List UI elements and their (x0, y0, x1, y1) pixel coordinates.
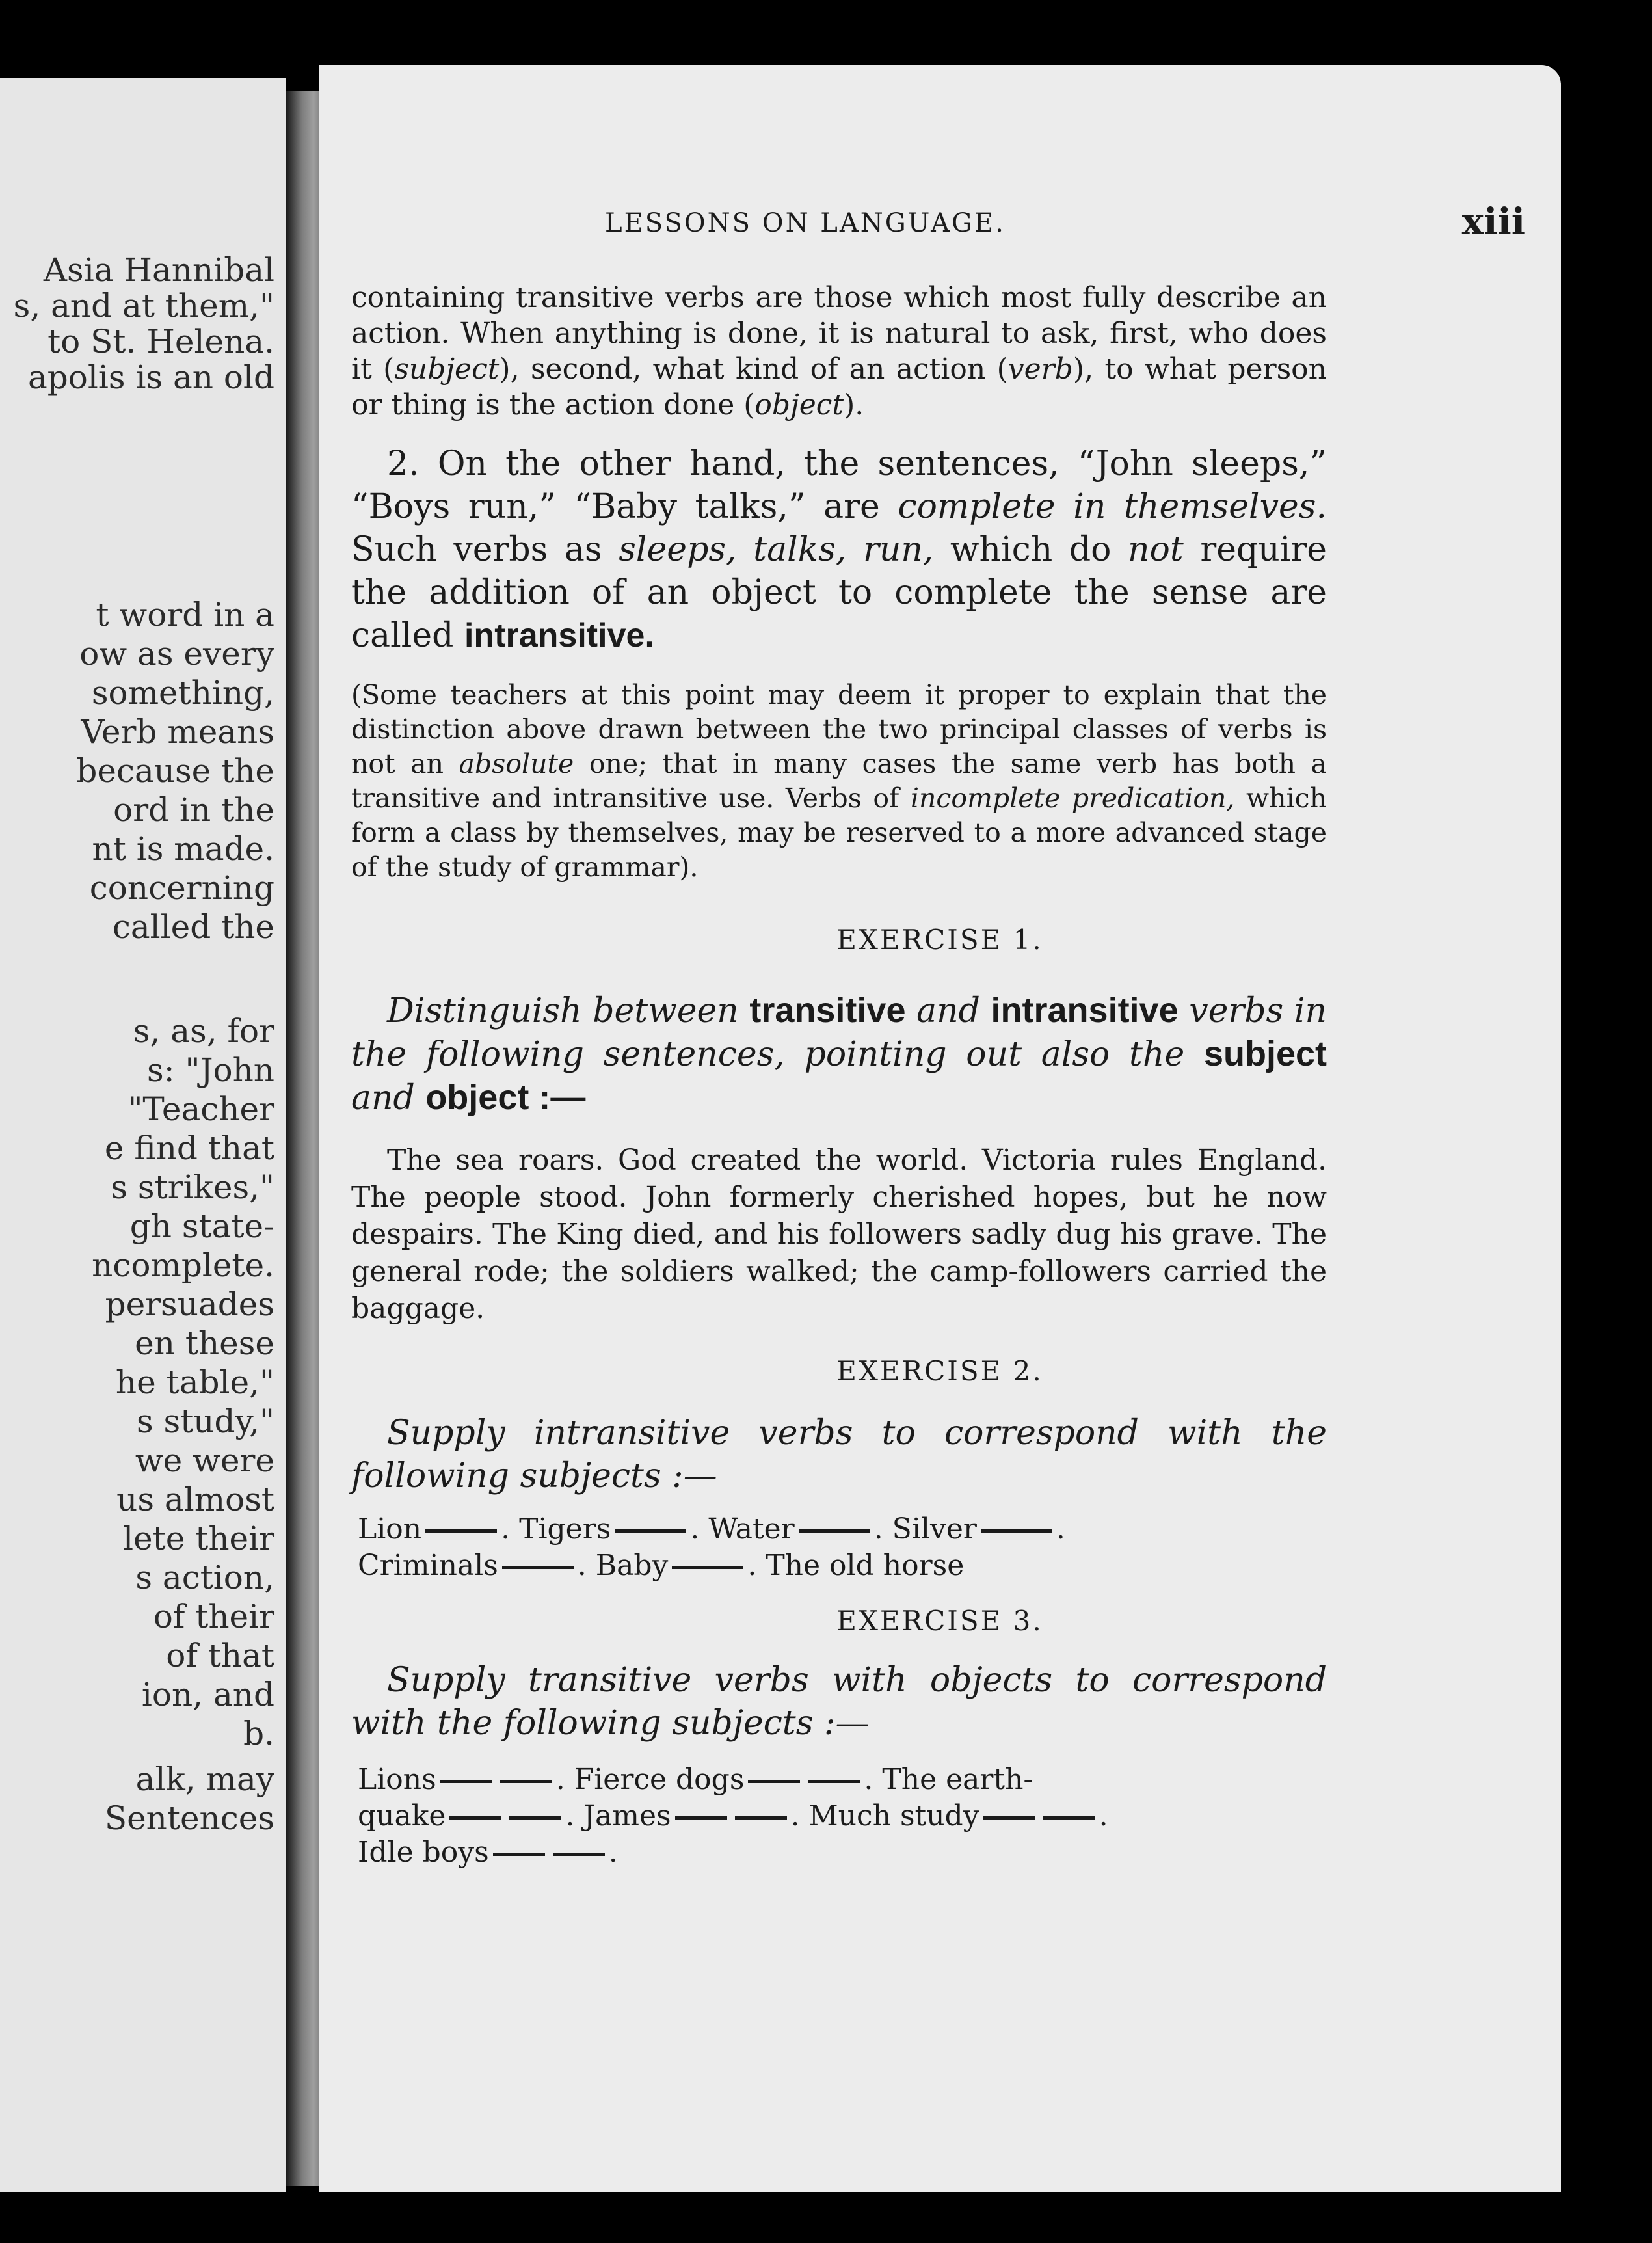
exercise-3-instruction (351, 1659, 1327, 1745)
exercise-item: . Tigers (501, 1512, 611, 1546)
text-run: one; that in many cases the same verb has both a transitive and intransitive use. Verbs of (351, 748, 1327, 814)
facing-page-text: because the (76, 752, 274, 790)
facing-page-text: gh state- (129, 1207, 274, 1245)
italic-term: absolute (459, 748, 574, 779)
answer-blank (675, 1816, 727, 1820)
text-run: Such verbs as (351, 530, 619, 569)
answer-blank (553, 1853, 605, 1856)
facing-page-text: en these (135, 1324, 274, 1362)
exercise-item: Idle boys (358, 1836, 489, 1869)
italic-term: not (1128, 530, 1184, 569)
exercise-item: Criminals (358, 1549, 498, 1582)
facing-page-text: ion, and (141, 1676, 274, 1713)
bold-term: :— (529, 1078, 586, 1117)
facing-page-text: ncomplete. (92, 1246, 274, 1284)
facing-page-text: to St. Helena. (47, 323, 274, 360)
answer-blank (808, 1780, 860, 1783)
text-run: and (351, 1079, 426, 1118)
exercise-3-heading: EXERCISE 3. (836, 1605, 1043, 1637)
page-header (319, 200, 1561, 254)
exercise-item: . Much study (790, 1799, 979, 1833)
text-run: and (905, 991, 991, 1030)
exercise-2-line (358, 1511, 1333, 1548)
text-run: which form a class by themselves, may be reserved to a more advanced stage of the study of grammar). (351, 783, 1327, 883)
italic-term: incomplete predication, (910, 783, 1235, 814)
paragraph-intransitive (351, 442, 1327, 657)
text-run: ), to what person or thing is the action done ( (351, 353, 1327, 422)
bold-term: intransitive. (464, 617, 654, 654)
facing-page-text: "Teacher (127, 1090, 274, 1128)
page-number: xiii (1461, 200, 1525, 243)
facing-page-text: Verb means (81, 713, 274, 751)
answer-blank (1043, 1816, 1095, 1820)
answer-blank (615, 1529, 686, 1533)
exercise-item: . Water (690, 1512, 795, 1546)
bold-term: subject (1203, 1034, 1327, 1073)
bold-term: object (425, 1078, 529, 1117)
exercise-item: . The old horse (747, 1549, 965, 1582)
exercise-item: . Silver (873, 1512, 977, 1546)
exercise-2-instruction (351, 1412, 1327, 1498)
answer-blank (983, 1816, 1035, 1820)
answer-blank (672, 1566, 743, 1569)
exercise-2-line (358, 1548, 1333, 1584)
italic-term: sleeps, talks, run, (619, 530, 934, 569)
facing-page-text: s: "John (147, 1051, 274, 1089)
text-run: 2. On the other hand, the sentences, “John sleeps,” “Boys run,” “Baby talks,” are (351, 444, 1327, 526)
book-page (319, 65, 1561, 2192)
text-run: which do (933, 530, 1128, 569)
exercise-item: Lion (358, 1512, 422, 1546)
exercise-3-line (358, 1762, 1333, 1798)
text-run: ). (844, 388, 864, 422)
answer-blank (425, 1529, 497, 1533)
text-run: Supply intransitive verbs to correspond with the following subjects :— (351, 1414, 1327, 1496)
facing-page-text: something, (91, 674, 274, 712)
italic-term: subject (394, 353, 500, 386)
exercise-1-instruction (351, 989, 1327, 1120)
text-run: ), second, what kind of an action ( (499, 353, 1008, 386)
facing-page-text: alk, may (135, 1760, 274, 1798)
bold-term: intransitive (991, 991, 1179, 1030)
bold-term: transitive (749, 991, 906, 1030)
facing-page-text: Asia Hannibal (43, 251, 274, 289)
text-run: (Some teachers at this point may deem it proper to explain that the distinction above drawn between the two principal classes of verbs is not an (351, 679, 1327, 779)
facing-page-text: t word in a (96, 596, 274, 634)
facing-page-text: ow as every (79, 635, 274, 673)
facing-page-text: persuades (105, 1285, 274, 1323)
exercise-item: . (1099, 1799, 1108, 1833)
facing-page-text: ord in the (113, 791, 274, 829)
exercise-2-heading: EXERCISE 2. (836, 1355, 1043, 1387)
facing-page-text: concerning (89, 869, 274, 907)
facing-page-text: called the (112, 908, 274, 946)
text-run: verbs in the following sentences, pointing out also the (351, 991, 1327, 1074)
answer-blank (449, 1816, 501, 1820)
answer-blank (799, 1529, 870, 1533)
exercise-item: . James (565, 1799, 671, 1833)
exercise-2-items (358, 1511, 1333, 1584)
exercise-1-sentences: The sea roars. God created the world. Victoria rules England. The people stood. John formerly cherished hopes, but he now despairs. The King died, and his followers sadly dug his grave. The general rode; the soldiers walked; the camp-followers carried the baggage. (351, 1144, 1327, 1325)
exercise-3-items (358, 1762, 1333, 1871)
facing-page-text: s strikes," (111, 1168, 274, 1206)
exercise-item: . Fierce dogs (555, 1763, 745, 1796)
facing-page-text: of that (166, 1637, 274, 1674)
text-run: Distinguish between (387, 991, 750, 1030)
italic-term: complete in themselves. (898, 487, 1327, 526)
facing-page-text: nt is made. (92, 830, 274, 868)
facing-page-text: he table," (115, 1363, 274, 1401)
facing-page-text: s, and at them," (13, 287, 274, 325)
facing-page-text: s action, (135, 1559, 274, 1596)
facing-page-text: s study," (136, 1403, 274, 1440)
answer-blank (502, 1566, 574, 1569)
exercise-3-line (358, 1798, 1333, 1834)
exercise-1-heading: EXERCISE 1. (836, 924, 1043, 956)
answer-blank (493, 1853, 545, 1856)
facing-page-text: apolis is an old (27, 358, 274, 396)
facing-page-text: s, as, for (133, 1012, 274, 1050)
text-run: Supply transitive verbs with objects to correspond with the following subjects :— (351, 1661, 1327, 1743)
facing-page (0, 78, 286, 2192)
paragraph-continuation (351, 280, 1327, 423)
exercise-item: . (608, 1836, 618, 1869)
text-run: require the addition of an object to complete the sense are called (351, 530, 1327, 655)
exercise-item: . The earth- (864, 1763, 1033, 1796)
exercise-item: quake (358, 1799, 446, 1833)
facing-page-text: b. (243, 1715, 274, 1753)
facing-page-text: e find that (104, 1129, 274, 1167)
teacher-note (351, 678, 1327, 885)
exercise-item: . Baby (577, 1549, 669, 1582)
text-run: containing transitive verbs are those which most fully describe an action. When anything is done, it is natural to ask, first, who does it ( (351, 281, 1327, 386)
facing-page-text: lete their (123, 1520, 274, 1557)
facing-page-text: Sentences (104, 1799, 274, 1837)
facing-page-text: of their (153, 1598, 274, 1635)
answer-blank (981, 1529, 1052, 1533)
exercise-item: Lions (358, 1763, 436, 1796)
exercise-3-line (358, 1834, 1333, 1871)
facing-page-text: we were (135, 1442, 274, 1479)
answer-blank (440, 1780, 492, 1783)
italic-term: verb (1007, 353, 1073, 386)
italic-term: object (754, 388, 844, 422)
answer-blank (509, 1816, 561, 1820)
facing-page-text: us almost (116, 1481, 274, 1518)
answer-blank (735, 1816, 787, 1820)
answer-blank (500, 1780, 552, 1783)
exercise-item: . (1056, 1512, 1065, 1546)
running-title: LESSONS ON LANGUAGE. (605, 208, 1006, 238)
answer-blank (748, 1780, 800, 1783)
